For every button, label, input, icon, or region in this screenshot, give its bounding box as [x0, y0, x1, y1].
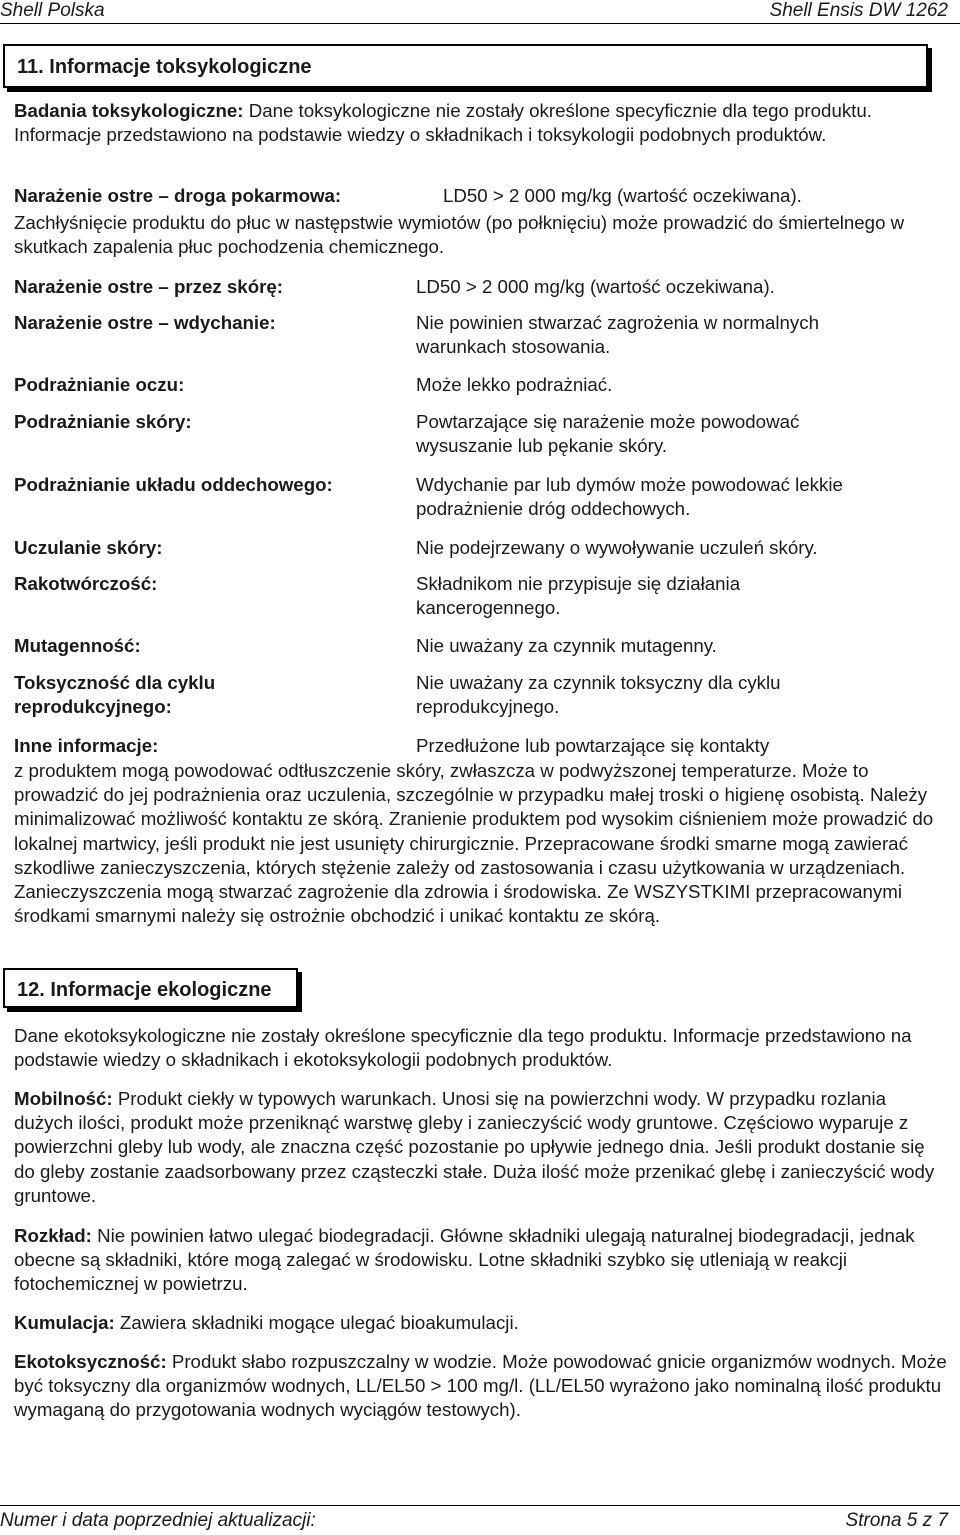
toxicology-studies-text: Dane toksykologiczne nie zostały określone specyficznie dla tego produktu. Informacje przedstawiono na podstawie wiedzy o składnikach i toksykologii podobnych produktów.	[14, 100, 872, 146]
section-11-title: 11. Informacje toksykologiczne	[17, 56, 312, 78]
footer-divider	[0, 1505, 960, 1506]
respiratory-irritation-value: Wdychanie par lub dymów może powodować lekkie podrażnienie dróg oddechowych.	[416, 474, 843, 520]
mutagenicity-label: Mutagenność:	[14, 635, 141, 656]
other-info-paragraph: z produktem mogą powodować odtłuszczenie skóry, zwłaszcza w podwyższonej temperaturze. Może to prowadzić do jej podrażnienia oraz uczulenia, szczególnie w przypadku małej troski o higienę osobistą. Należy minimalizować możliwość kontaktu ze skórą. Zranienie produktem pod wysokim ciśnieniem może prowadzić do lokalnej martwicy, jeśli produkt nie jest usunięty chirurgicznie. Przepracowane środki smarne mogą zawierać szkodliwe zanieczyszczenia, których stężenie zależy od zastosowania i czasu użytkowania w urządzeniach. Zanieczyszczenia mogą stwarzać zagrożenie dla zdrowia i środowiska. Ze WSZYSTKIMI przepracowanymi środkami smarnymi należy się ostrożnie obchodzić i unikać kontaktu ze skórą.	[14, 760, 934, 927]
carcinogenicity-label: Rakotwórczość:	[14, 573, 158, 594]
skin-irritation-label: Podrażnianie skóry:	[14, 411, 192, 432]
accumulation-label: Kumulacja:	[14, 1312, 115, 1333]
footer-page-number: Strona 5 z 7	[845, 1510, 948, 1531]
toxicology-studies-label: Badania toksykologiczne:	[14, 100, 244, 121]
header-company: Shell Polska	[0, 0, 105, 21]
reproductive-toxicity-label: Toksyczność dla cyklu reprodukcyjnego:	[14, 672, 216, 718]
mobility-text: Produkt ciekły w typowych warunkach. Unosi się na powierzchni wody. W przypadku rozlania dużych ilości, produkt może przeniknąć warstwę gleby i zanieczyścić wody gruntowe. Częściowo wyparuje z powierzchni gleby lub wody, ale znaczna część pozostanie po upływie jednego dnia. Jeśli produkt dostanie się do gleby zostanie zaadsorbowany przez cząsteczki stałe. Duża ilość może przenikać glebę i zanieczyścić wody gruntowe.	[14, 1088, 935, 1206]
mobility-label: Mobilność:	[14, 1088, 113, 1109]
oral-exposure-label: Narażenie ostre – droga pokarmowa:	[14, 185, 342, 206]
toxicology-studies-paragraph	[14, 99, 950, 147]
carcinogenicity-value: Składnikom nie przypisuje się działania kancerogennego.	[416, 573, 741, 619]
dermal-exposure-value: LD50 > 2 000 mg/kg (wartość oczekiwana).	[416, 276, 775, 297]
header-product: Shell Ensis DW 1262	[769, 0, 948, 21]
ecotoxicity-label: Ekotoksyczność:	[14, 1351, 167, 1372]
skin-sensitization-value: Nie podejrzewany o wywoływanie uczuleń skóry.	[416, 537, 818, 558]
aspiration-paragraph: Zachłyśnięcie produktu do płuc w następstwie wymiotów (po połknięciu) może prowadzić do śmiertelnego w skutkach zapalenia płuc pochodzenia chemicznego.	[14, 212, 905, 258]
mutagenicity-value: Nie uważany za czynnik mutagenny.	[416, 635, 717, 656]
ecotoxicity-paragraph	[14, 1350, 950, 1423]
eco-intro-paragraph: Dane ekotoksykologiczne nie zostały określone specyficznie dla tego produktu. Informacje przedstawiono na podstawie wiedzy o składnikach i ekotoksykologii podobnych produktów.	[14, 1025, 912, 1071]
other-info-label: Inne informacje:	[14, 735, 159, 756]
accumulation-text: Zawiera składniki mogące ulegać bioakumulacji.	[114, 1312, 519, 1333]
header-divider	[0, 23, 960, 24]
section-11-heading	[3, 44, 928, 88]
eye-irritation-label: Podrażnianie oczu:	[14, 374, 185, 395]
footer-revision-label: Numer i data poprzedniej aktualizacji:	[0, 1510, 316, 1531]
degradation-label: Rozkład:	[14, 1225, 92, 1246]
accumulation-paragraph	[14, 1311, 950, 1335]
eye-irritation-value: Może lekko podrażniać.	[416, 374, 613, 395]
other-info-value-start: Przedłużone lub powtarzające się kontakty	[416, 735, 770, 756]
ecotoxicity-text: Produkt słabo rozpuszczalny w wodzie. Może powodować gnicie organizmów wodnych. Może być toksyczny dla organizmów wodnych, LL/EL50 > 100 mg/l. (LL/EL50 wyrażono jako nominalną ilość produktu wymaganą do przygotowania wodnych wyciągów testowych).	[14, 1351, 947, 1421]
reproductive-toxicity-value: Nie uważany za czynnik toksyczny dla cyklu reprodukcyjnego.	[416, 672, 781, 718]
dermal-exposure-label: Narażenie ostre – przez skórę:	[14, 276, 284, 297]
section-12-heading	[3, 968, 298, 1008]
mobility-paragraph	[14, 1087, 950, 1208]
skin-sensitization-label: Uczulanie skóry:	[14, 537, 163, 558]
skin-irritation-value: Powtarzające się narażenie może powodować wysuszanie lub pękanie skóry.	[416, 411, 800, 457]
degradation-paragraph	[14, 1224, 950, 1297]
section-12-title: 12. Informacje ekologiczne	[17, 979, 272, 1001]
inhalation-exposure-value: Nie powinien stwarzać zagrożenia w normalnych warunkach stosowania.	[416, 312, 820, 358]
oral-exposure-value: LD50 > 2 000 mg/kg (wartość oczekiwana).	[443, 185, 802, 206]
inhalation-exposure-label: Narażenie ostre – wdychanie:	[14, 312, 276, 333]
degradation-text: Nie powinien łatwo ulegać biodegradacji. Główne składniki ulegają naturalnej biodegradacji, jednak obecne są składniki, które mogą zalegać w środowisku. Lotne składniki szybko się utleniają w reakcji fotochemicznej w powietrzu.	[14, 1225, 915, 1295]
respiratory-irritation-label: Podrażnianie układu oddechowego:	[14, 474, 333, 495]
